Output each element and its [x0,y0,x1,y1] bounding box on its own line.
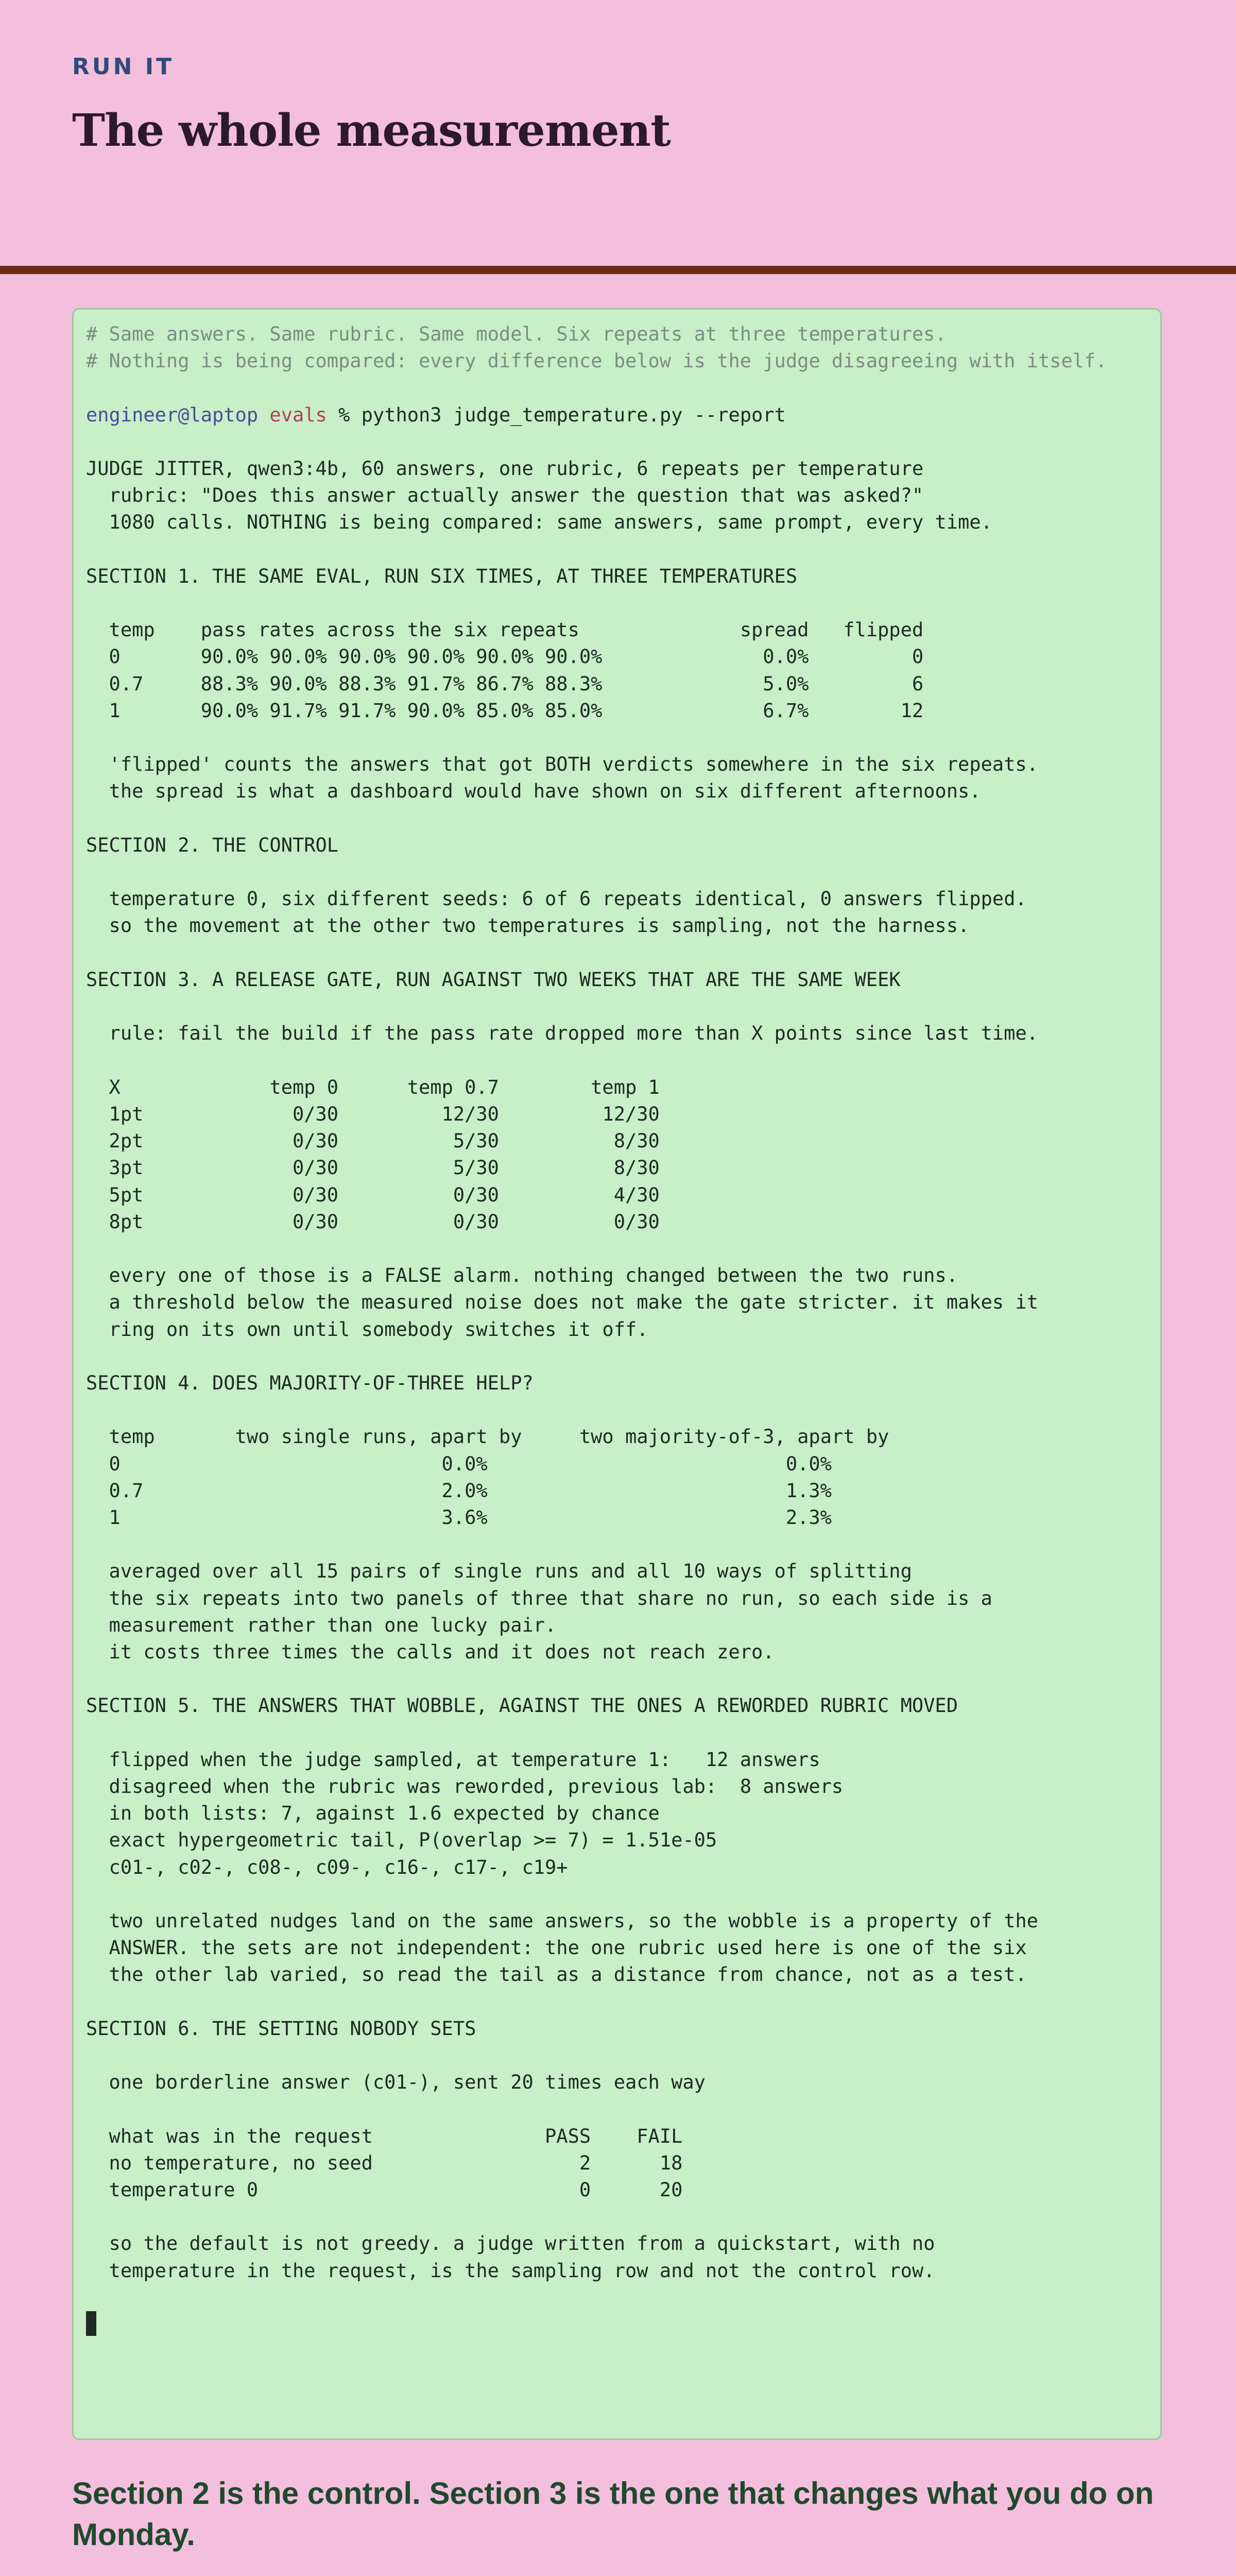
terminal-output-line: 0.7 88.3% 90.0% 88.3% 91.7% 86.7% 88.3% 5.0% 6 [86,672,924,695]
terminal-output-line: temp pass rates across the six repeats spread flipped [86,619,924,641]
page-title: The whole measurement [72,105,671,157]
terminal-output-line: SECTION 5. THE ANSWERS THAT WOBBLE, AGAINST THE ONES A REWORDED RUBRIC MOVED [86,1694,958,1717]
terminal-cursor-line [86,2284,1148,2339]
terminal-output-line: one borderline answer (c01-), sent 20 times each way [86,2071,706,2094]
terminal-output-line: disagreed when the rubric was reworded, previous lab: 8 answers [86,1775,844,1798]
terminal-output-line: flipped when the judge sampled, at temperature 1: 12 answers [86,1748,820,1771]
terminal-output-line: every one of those is a FALSE alarm. nothing changed between the two runs. [86,1264,958,1287]
terminal-comment-line: # Nothing is being compared: every difference below is the judge disagreeing with itself. [86,350,1107,372]
terminal-cursor[interactable] [86,2311,96,2336]
terminal-prompt-line [86,375,1148,455]
terminal-output-line: the six repeats into two panels of three that share no run, so each side is a [86,1587,992,1609]
prompt-user-host: engineer@laptop [86,403,259,426]
terminal-window[interactable] [72,308,1162,2440]
terminal-output-line: 3pt 0/30 5/30 8/30 [86,1157,660,1179]
terminal-output-line: what was in the request PASS FAIL [86,2125,683,2147]
terminal-output-line: in both lists: 7, against 1.6 expected by chance [86,1802,660,1825]
terminal-output-line: 1 90.0% 91.7% 91.7% 90.0% 85.0% 85.0% 6.7% 12 [86,699,924,722]
terminal-output-line: 5pt 0/30 0/30 4/30 [86,1183,660,1206]
terminal-output-line: averaged over all 15 pairs of single runs and all 10 ways of splitting [86,1560,912,1583]
terminal-output-line: 0 0.0% 0.0% [86,1452,832,1475]
terminal-output-line: 2pt 0/30 5/30 8/30 [86,1130,660,1153]
terminal-output-line: 1pt 0/30 12/30 12/30 [86,1103,660,1125]
terminal-output-line: c01-, c02-, c08-, c09-, c16-, c17-, c19+ [86,1856,568,1878]
terminal-output-line: measurement rather than one lucky pair. [86,1614,557,1636]
terminal-output-line: 1 3.6% 2.3% [86,1506,832,1529]
terminal-output-line: the other lab varied, so read the tail as a distance from chance, not as a test. [86,1963,1027,1986]
terminal-output-line: temp two single runs, apart by two majority-of-3, apart by [86,1426,889,1448]
terminal-output-line: so the movement at the other two temperatures is sampling, not the harness. [86,914,970,937]
terminal-output-line: JUDGE JITTER, qwen3:4b, 60 answers, one rubric, 6 repeats per temperature [86,457,924,480]
terminal-output-line: ANSWER. the sets are not independent: the one rubric used here is one of the six [86,1937,1027,1959]
terminal-output-line: 'flipped' counts the answers that got BOTH verdicts somewhere in the six repeats. [86,753,1038,776]
terminal-output-line: SECTION 6. THE SETTING NOBODY SETS [86,2017,476,2040]
prompt-directory: evals [269,403,327,426]
terminal-output-line: it costs three times the calls and it does not reach zero. [86,1640,775,1663]
terminal-output-line: SECTION 4. DOES MAJORITY-OF-THREE HELP? [86,1371,534,1394]
divider [0,266,1236,274]
terminal-output-line: ring on its own until somebody switches it off. [86,1318,648,1341]
terminal-output-line: SECTION 3. A RELEASE GATE, RUN AGAINST TWO WEEKS THAT ARE THE SAME WEEK [86,968,901,991]
terminal-output-line: 0 90.0% 90.0% 90.0% 90.0% 90.0% 90.0% 0.0% 0 [86,646,924,668]
terminal-output-line: temperature 0 0 20 [86,2179,683,2201]
terminal-comments [86,321,1148,375]
terminal-output-line: SECTION 1. THE SAME EVAL, RUN SIX TIMES, AT THREE TEMPERATURES [86,565,798,587]
terminal-output-line: rule: fail the build if the pass rate dropped more than X points since last time. [86,1022,1038,1045]
terminal-output-line: rubric: "Does this answer actually answer the question that was asked?" [86,484,924,507]
terminal-output-line: so the default is not greedy. a judge written from a quickstart, with no [86,2232,935,2255]
caption: Section 2 is the control. Section 3 is the one that changes what you do on Monday. [72,2476,1154,2552]
terminal-output-line: X temp 0 temp 0.7 temp 1 [86,1076,660,1098]
terminal-output-line: temperature in the request, is the sampling row and not the control row. [86,2259,935,2282]
terminal-output-line: a threshold below the measured noise does not make the gate stricter. it makes it [86,1291,1038,1314]
terminal-output-line: no temperature, no seed 2 18 [86,2151,683,2174]
terminal-output-line: temperature 0, six different seeds: 6 of 6 repeats identical, 0 answers flipped. [86,888,1027,910]
terminal-output-line: two unrelated nudges land on the same answers, so the wobble is a property of the [86,1909,1038,1932]
terminal-comment-line: # Same answers. Same rubric. Same model. Six repeats at three temperatures. [86,323,947,345]
terminal-output-line: the spread is what a dashboard would have shown on six different afternoons. [86,780,981,803]
terminal-output-line: exact hypergeometric tail, P(overlap >= 7) = 1.51e-05 [86,1829,717,1852]
terminal-output-line: SECTION 2. THE CONTROL [86,834,339,856]
terminal-output-line: 0.7 2.0% 1.3% [86,1479,832,1502]
terminal-output-line: 1080 calls. NOTHING is being compared: same answers, same prompt, every time. [86,511,992,534]
terminal-output [86,455,1148,2284]
terminal-output-line: 8pt 0/30 0/30 0/30 [86,1210,660,1233]
page-header [72,54,671,157]
section-kicker: RUN IT [72,54,175,80]
terminal-command: python3 judge_temperature.py --report [361,403,786,426]
prompt-symbol: % [327,403,362,426]
